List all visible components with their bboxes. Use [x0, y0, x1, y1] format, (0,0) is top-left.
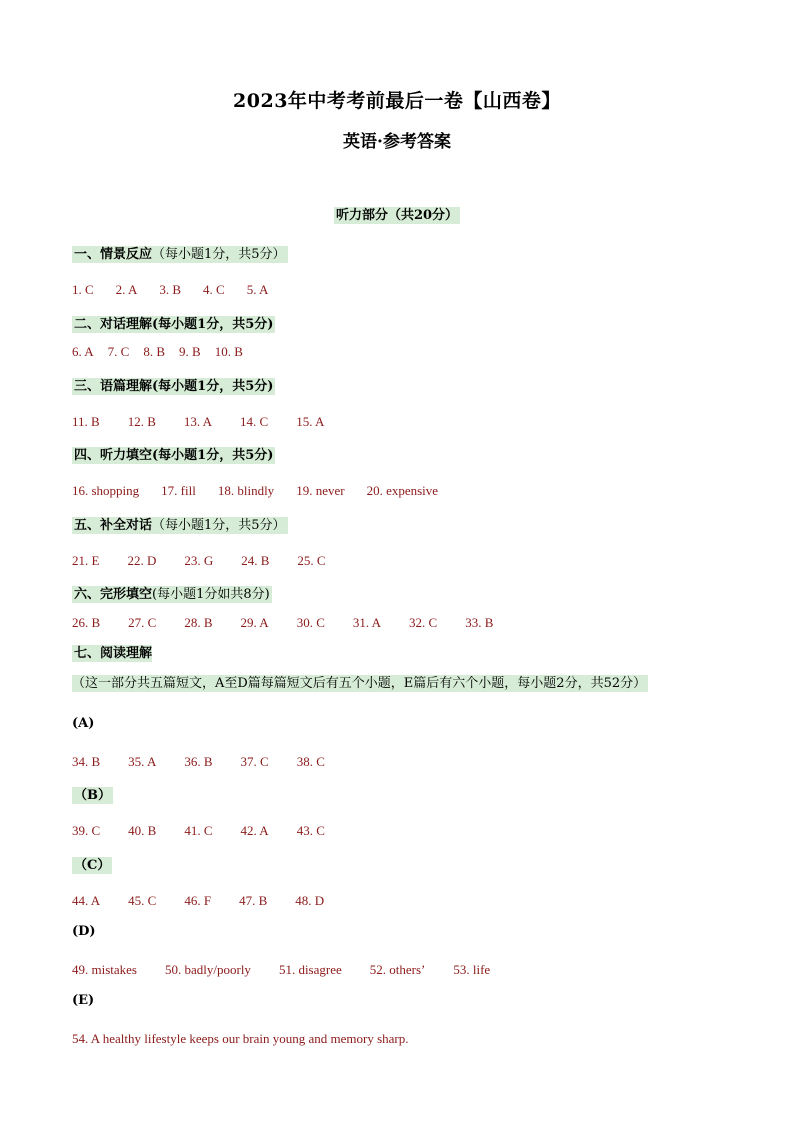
- reading-d-answers: [72, 962, 518, 978]
- section-1-heading: 一、情景反应（每小题1分，共5分）: [74, 247, 286, 262]
- reading-d-label: (D): [72, 924, 96, 939]
- answer-item: 33. B: [465, 615, 494, 630]
- answer-item: 10. B: [214, 344, 243, 359]
- answer-item: 26. B: [72, 615, 101, 630]
- answer-item: 36. B: [184, 754, 213, 769]
- answer-item: 22. D: [127, 553, 157, 568]
- answer-item: 30. C: [296, 615, 325, 630]
- section-1-answers: [72, 282, 290, 298]
- answer-item: 52. others’: [369, 962, 426, 977]
- section-4-answers: [72, 483, 460, 499]
- answer-item: 6. A: [72, 344, 94, 359]
- section-5-answers: [72, 553, 354, 569]
- answer-item: 13. A: [183, 414, 213, 429]
- answer-item: 17. fill: [161, 483, 196, 498]
- answer-item: 35. A: [128, 754, 157, 769]
- answer-item: 8. B: [143, 344, 166, 359]
- answer-item: 47. B: [239, 893, 268, 908]
- section-4-heading: 四、听力填空(每小题1分，共5分): [74, 448, 274, 463]
- page-subtitle: 英语·参考答案: [343, 132, 451, 152]
- answer-item: 16. shopping: [72, 483, 140, 498]
- answer-item: 34. B: [72, 754, 101, 769]
- answer-item: 41. C: [184, 823, 213, 838]
- answer-item: 11. B: [72, 414, 100, 429]
- answer-item: 53. life: [453, 962, 491, 977]
- answer-item: 44. A: [72, 893, 101, 908]
- answer-item: 40. B: [128, 823, 157, 838]
- answer-item: 2. A: [115, 282, 138, 297]
- reading-a-answers: [72, 754, 353, 770]
- answer-item: 21. E: [72, 553, 100, 568]
- section-5-heading: 五、补全对话（每小题1分，共5分）: [74, 518, 286, 533]
- answer-item: 4. C: [203, 282, 225, 297]
- answer-item: 29. A: [240, 615, 269, 630]
- section-6-answers: [72, 615, 521, 631]
- answer-item: 19. never: [296, 483, 345, 498]
- answer-item: 14. C: [240, 414, 269, 429]
- answer-item: 5. A: [246, 282, 269, 297]
- answer-item: 32. C: [409, 615, 438, 630]
- section-7-heading: 七、阅读理解（这一部分共五篇短文，A至D篇每篇短文后有五个小题，E篇后有六个小题，每小题2分，共52分）: [72, 646, 647, 691]
- section-2-heading: 二、对话理解(每小题1分，共5分): [74, 317, 274, 332]
- answer-item: 51. disagree: [278, 962, 342, 977]
- answer-item: 3. B: [159, 282, 182, 297]
- answer-item: 42. A: [240, 823, 269, 838]
- answer-item: 46. F: [184, 893, 212, 908]
- section-6-heading: 六、完形填空(每小题1分如共8分): [74, 587, 270, 602]
- reading-e-answers: [72, 1031, 430, 1047]
- answer-item: 15. A: [296, 414, 325, 429]
- answer-item: 49. mistakes: [72, 962, 137, 977]
- answer-item: 18. blindly: [217, 483, 275, 498]
- answer-item: 37. C: [240, 754, 269, 769]
- answer-item: 23. G: [184, 553, 214, 568]
- answer-item: 7. C: [107, 344, 130, 359]
- answer-item: 1. C: [72, 282, 94, 297]
- section-3-heading: 三、语篇理解(每小题1分，共5分): [74, 379, 274, 394]
- section-2-answers: [72, 344, 257, 360]
- answer-item: 45. C: [128, 893, 157, 908]
- answer-item: 38. C: [296, 754, 325, 769]
- reading-c-answers: [72, 893, 352, 909]
- answer-item: 28. B: [184, 615, 213, 630]
- answer-item: 31. A: [352, 615, 382, 630]
- answer-item: 24. B: [241, 553, 270, 568]
- reading-b-label: （B）: [74, 788, 111, 803]
- answer-item: 27. C: [128, 615, 157, 630]
- section-3-answers: [72, 414, 352, 430]
- answer-item: 12. B: [127, 414, 156, 429]
- answer-item: 25. C: [297, 553, 326, 568]
- listening-header: 听力部分（共20分）: [335, 208, 459, 223]
- reading-e-label: (E): [72, 993, 95, 1008]
- answer-item: 48. D: [295, 893, 325, 908]
- answer-item: 39. C: [72, 823, 101, 838]
- answer-item: 54. A healthy lifestyle keeps our brain young and memory sharp.: [72, 1031, 409, 1046]
- answer-item: 50. badly/poorly: [165, 962, 251, 977]
- reading-c-label: （C）: [74, 858, 111, 873]
- answer-item: 9. B: [179, 344, 201, 359]
- answer-item: 43. C: [296, 823, 325, 838]
- answer-item: 20. expensive: [366, 483, 439, 498]
- page-title: 2023年中考考前最后一卷【山西卷】: [233, 90, 561, 112]
- reading-b-answers: [72, 823, 353, 839]
- reading-a-label: (A): [72, 716, 95, 731]
